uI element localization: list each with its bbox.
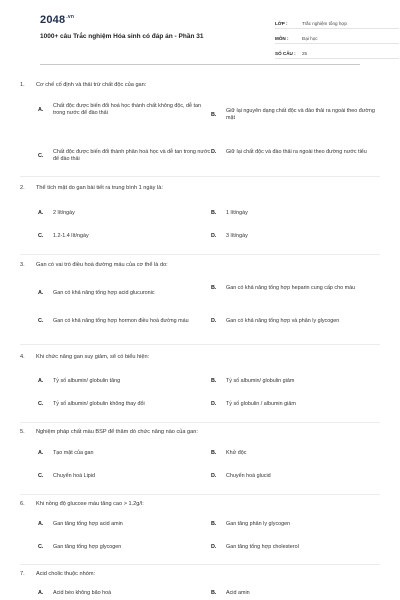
option-text: Gan tăng phân ly glycogen	[226, 521, 291, 527]
option-c[interactable]	[38, 149, 211, 163]
option-d[interactable]	[211, 544, 381, 551]
option-letter: C.	[38, 401, 44, 407]
option-letter: C.	[38, 473, 44, 479]
option-text: 2 lít/ngày	[53, 210, 75, 216]
question-5	[20, 429, 380, 436]
question-title	[20, 185, 380, 192]
option-letter: B.	[211, 210, 217, 216]
meta-row-class	[275, 14, 399, 29]
option-letter: A.	[38, 521, 44, 527]
header-divider	[40, 64, 360, 65]
option-letter: A.	[38, 590, 44, 596]
meta-value: Trắc nghiệm tổng hợp	[302, 21, 347, 26]
question-number: 4.	[20, 354, 25, 360]
question-title	[20, 501, 380, 508]
option-text: Acid amin	[226, 590, 250, 596]
option-a[interactable]	[38, 210, 211, 217]
document-meta	[275, 14, 399, 59]
option-text: Giữ lại chất độc và đào thải ra ngoài theo đường nước tiểu	[226, 149, 367, 155]
option-text: 1 lít/ngày	[226, 210, 248, 216]
option-letter: C.	[38, 152, 44, 159]
logo-suffix: .vn	[66, 14, 75, 20]
option-text: Tỷ số albumin/ globulin giảm	[226, 378, 295, 384]
question-number: 2.	[20, 185, 25, 191]
option-text: Chất độc được biến đổi thành phân hoá học và dễ tan trong nước để đào thải	[53, 149, 211, 163]
question-title	[20, 429, 380, 436]
question-2	[20, 185, 380, 192]
option-b[interactable]	[211, 285, 381, 292]
question-4	[20, 354, 380, 361]
option-letter: C.	[38, 318, 44, 324]
option-letter: A.	[38, 210, 44, 216]
option-letter: D.	[211, 401, 217, 407]
option-b[interactable]	[211, 210, 381, 217]
meta-label: LỚP :	[275, 21, 288, 26]
option-c[interactable]	[38, 544, 211, 551]
option-letter: B.	[211, 590, 217, 596]
question-title	[20, 354, 380, 361]
option-a[interactable]	[38, 290, 211, 297]
logo-text: 2048	[40, 14, 66, 26]
meta-row-count	[275, 44, 399, 59]
question-number: 7.	[20, 571, 25, 577]
option-text: Chuyển hoá glucid	[226, 473, 271, 479]
meta-value: 25	[302, 51, 308, 56]
question-3	[20, 262, 380, 269]
option-letter: A.	[38, 290, 44, 296]
option-text: 1.2-1.4 lít/ngày	[53, 233, 89, 239]
meta-value: Đại học	[302, 36, 318, 41]
option-c[interactable]	[38, 233, 211, 240]
option-letter: C.	[38, 233, 44, 239]
option-text: Chất độc được biến đổi hoá học thành chất không độc, dễ tan trong nước để đào thải	[53, 103, 202, 117]
option-d[interactable]	[211, 318, 381, 325]
site-logo[interactable]	[40, 14, 74, 26]
option-letter: D.	[211, 318, 217, 324]
option-b[interactable]	[211, 590, 381, 597]
option-text: Gan tăng tổng hợp acid amin	[53, 521, 123, 527]
option-b[interactable]	[211, 378, 381, 385]
question-text: Acid cholic thuộc nhóm:	[36, 571, 96, 577]
question-text: Nghiệm pháp chất màu BSP để thăm dò chức năng nào của gan:	[36, 429, 198, 435]
option-letter: B.	[211, 450, 217, 456]
option-text: Chuyển hoá Lipid	[53, 473, 95, 479]
option-letter: D.	[211, 544, 217, 550]
question-separator	[20, 254, 380, 255]
option-text: Gan tăng tổng hợp glycogen	[53, 544, 122, 550]
question-separator	[20, 176, 380, 177]
option-d[interactable]	[211, 149, 381, 156]
question-text: Khi chức năng gan suy giảm, sẽ có biểu hiện:	[36, 354, 150, 360]
option-text: Gan có khả năng tổng hợp hormon điều hoà đường máu	[53, 318, 189, 324]
question-text: Khi nồng độ glucose máu tăng cao > 1.2g/l:	[36, 501, 144, 507]
option-a[interactable]	[38, 590, 211, 597]
option-letter: C.	[38, 544, 44, 550]
option-letter: B.	[211, 378, 217, 384]
question-7	[20, 571, 380, 578]
option-d[interactable]	[211, 401, 381, 408]
option-b[interactable]	[211, 108, 381, 122]
question-title	[20, 82, 380, 89]
question-text: Thể tích mật do gan bài tiết ra trung bình 1 ngày là:	[36, 185, 163, 191]
question-number: 5.	[20, 429, 25, 435]
meta-row-subject	[275, 29, 399, 44]
option-text: Khử độc	[226, 450, 247, 456]
option-a[interactable]	[38, 521, 211, 528]
question-text: Gan có vai trò điều hoà đường máu của cơ thể là do:	[36, 262, 168, 268]
question-number: 3.	[20, 262, 25, 268]
option-text: Gan có khả năng tổng hợp heparin cung cấp cho máu	[226, 285, 356, 291]
document-title: 1000+ câu Trắc nghiệm Hóa sinh có đáp án - Phần 31	[40, 33, 204, 40]
option-a[interactable]	[38, 103, 211, 117]
question-1	[20, 82, 380, 89]
option-text: Tỷ số albumin/ globulin không thay đổi	[53, 401, 145, 407]
question-title	[20, 262, 380, 269]
option-d[interactable]	[211, 473, 381, 480]
option-text: Tỷ số albumin/ globulin tăng	[53, 378, 121, 384]
meta-label: MÔN :	[275, 36, 289, 41]
option-text: Gan tăng tổng hợp cholesterol	[226, 544, 299, 550]
option-letter: D.	[211, 149, 217, 155]
question-separator	[20, 344, 380, 345]
option-b[interactable]	[211, 521, 381, 528]
option-letter: A.	[38, 378, 44, 384]
question-separator	[20, 422, 380, 423]
option-a[interactable]	[38, 450, 211, 457]
option-text: Giữ lại nguyên dạng chất độc và đào thải ra ngoài theo đường mật	[226, 108, 375, 122]
option-text: 3 lít/ngày	[226, 233, 248, 239]
option-c[interactable]	[38, 473, 211, 480]
option-letter: D.	[211, 473, 217, 479]
question-title	[20, 571, 380, 578]
option-letter: B.	[211, 111, 217, 118]
option-b[interactable]	[211, 450, 381, 457]
option-text: Gan có khả năng tổng hợp và phân ly glycogen	[226, 318, 340, 324]
meta-label: SỐ CÂU :	[275, 51, 296, 56]
option-text: Tỷ số globulin / albumin giảm	[226, 401, 296, 407]
option-letter: B.	[211, 285, 217, 291]
option-letter: D.	[211, 233, 217, 239]
option-text: Tạo mật của gan	[53, 450, 94, 456]
option-text: Acid béo không bão hoà	[53, 590, 112, 596]
question-6	[20, 501, 380, 508]
question-separator	[20, 564, 380, 565]
option-d[interactable]	[211, 233, 381, 240]
option-c[interactable]	[38, 401, 211, 408]
option-letter: A.	[38, 106, 44, 113]
option-text: Gan có khả năng tổng hợp acid glucuronic	[53, 290, 155, 296]
question-number: 1.	[20, 82, 25, 88]
question-number: 6.	[20, 501, 25, 507]
option-letter: B.	[211, 521, 217, 527]
option-a[interactable]	[38, 378, 211, 385]
option-c[interactable]	[38, 318, 211, 325]
question-text: Cơ chế cố định và thải trừ chất độc của gan:	[36, 82, 147, 88]
option-letter: A.	[38, 450, 44, 456]
document-header	[20, 0, 380, 66]
question-separator	[20, 494, 380, 495]
